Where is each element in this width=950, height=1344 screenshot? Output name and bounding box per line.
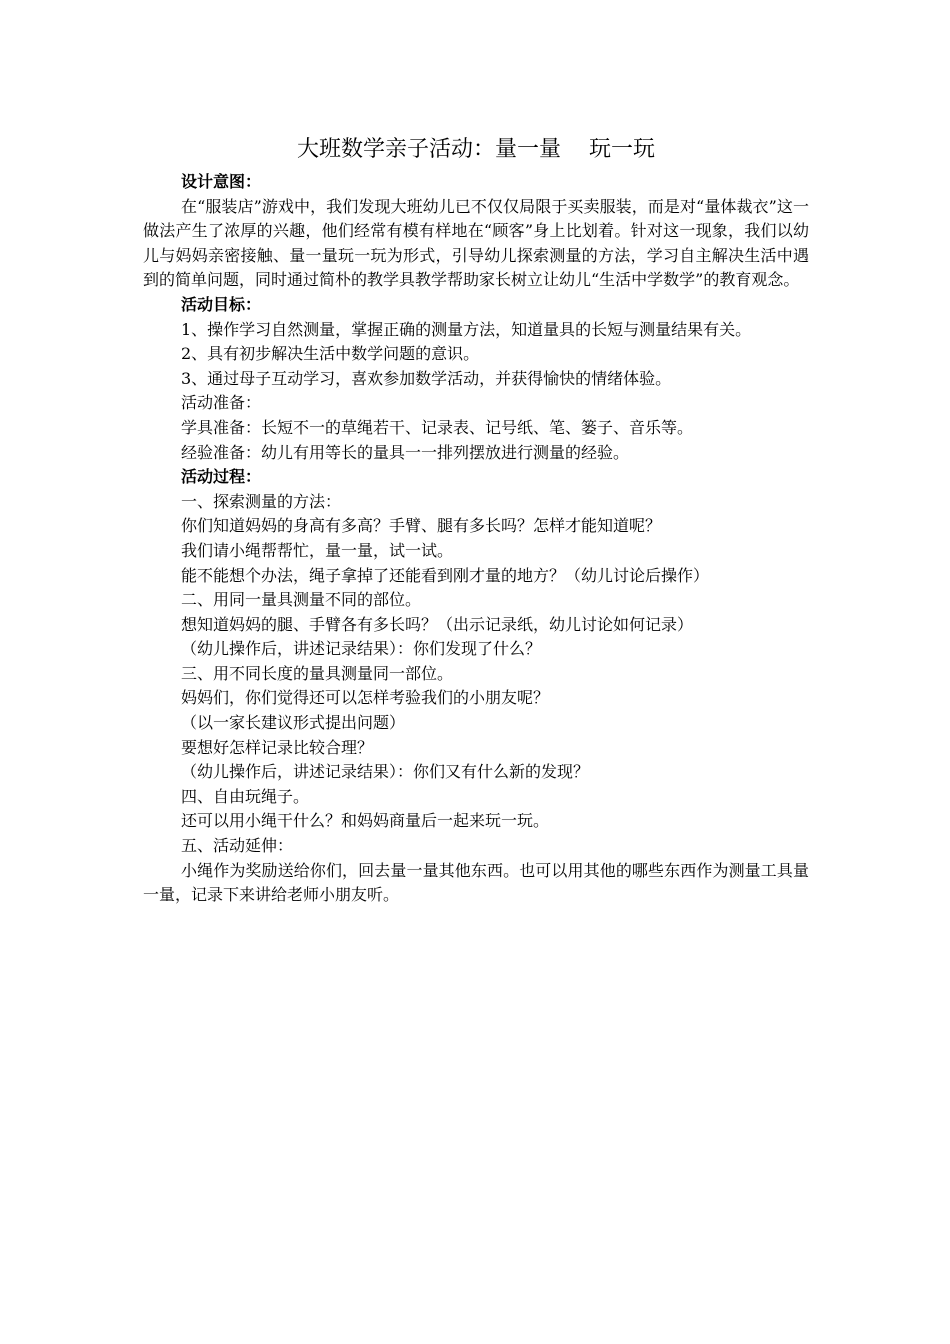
process-line: 你们知道妈妈的身高有多高？手臂、腿有多长吗？怎样才能知道呢？	[181, 516, 662, 536]
process-line: 三、用不同长度的量具测量同一部位。	[181, 663, 454, 683]
prep-tools: 学具准备：长短不一的草绳若干、记录表、记号纸、笔、篓子、音乐等。	[181, 417, 694, 437]
process-line: 一、探索测量的方法：	[181, 491, 342, 511]
process-line: （以一家长建议形式提出问题）	[181, 713, 406, 733]
goal-item-2: 2、具有初步解决生活中数学问题的意识。	[181, 344, 480, 364]
document-body	[143, 130, 809, 908]
process-line: 想知道妈妈的腿、手臂各有多长吗？（出示记录纸，幼儿讨论如何记录）	[181, 614, 694, 634]
process-line: 四、自由玩绳子。	[181, 786, 310, 806]
process-line: （幼儿操作后，讲述记录结果）：你们又有什么新的发现？	[181, 762, 590, 782]
goals-heading: 活动目标：	[181, 294, 262, 314]
goal-item-3: 3、通过母子互动学习，喜欢参加数学活动，并获得愉快的情绪体验。	[181, 368, 672, 388]
design-paragraph: 在“服装店”游戏中，我们发现大班幼儿已不仅仅局限于买卖服装，而是对“量体裁衣”这一做法产生了浓厚的兴趣，他们经常有模有样地在“顾客”身上比划着。针对这一现象，我们以幼儿与妈妈亲密接触、量一量玩一玩为形式，引导幼儿探索测量的方法，学习自主解决生活中遇到的简单问题，同时通过简朴的教学具教学帮助家长树立让幼儿“生活中学数学”的教育观念。	[143, 196, 809, 290]
process-line: （幼儿操作后，讲述记录结果）：你们发现了什么？	[181, 639, 542, 659]
process-line: 妈妈们，你们觉得还可以怎样考验我们的小朋友呢？	[181, 688, 550, 708]
process-line: 二、用同一量具测量不同的部位。	[181, 590, 422, 610]
extension-heading: 五、活动延伸：	[181, 836, 294, 856]
prep-experience: 经验准备：幼儿有用等长的量具一一排列摆放进行测量的经验。	[181, 442, 630, 462]
extension-paragraph: 小绳作为奖励送给你们，回去量一量其他东西。也可以用其他的哪些东西作为测量工具量一量，记录下来讲给老师小朋友听。	[143, 860, 809, 905]
process-line: 还可以用小绳干什么？和妈妈商量后一起来玩一玩。	[181, 811, 550, 831]
goal-item-1: 1、操作学习自然测量，掌握正确的测量方法，知道量具的长短与测量结果有关。	[181, 319, 752, 339]
process-line: 我们请小绳帮帮忙，量一量，试一试。	[181, 540, 454, 560]
document-title: 大班数学亲子活动：量一量 玩一玩	[297, 137, 655, 162]
process-line: 要想好怎样记录比较合理？	[181, 737, 374, 757]
design-heading: 设计意图：	[181, 172, 262, 191]
prep-heading: 活动准备：	[181, 393, 262, 413]
process-heading: 活动过程：	[181, 467, 262, 487]
process-line: 能不能想个办法，绳子拿掉了还能看到刚才量的地方？（幼儿讨论后操作）	[181, 565, 710, 585]
